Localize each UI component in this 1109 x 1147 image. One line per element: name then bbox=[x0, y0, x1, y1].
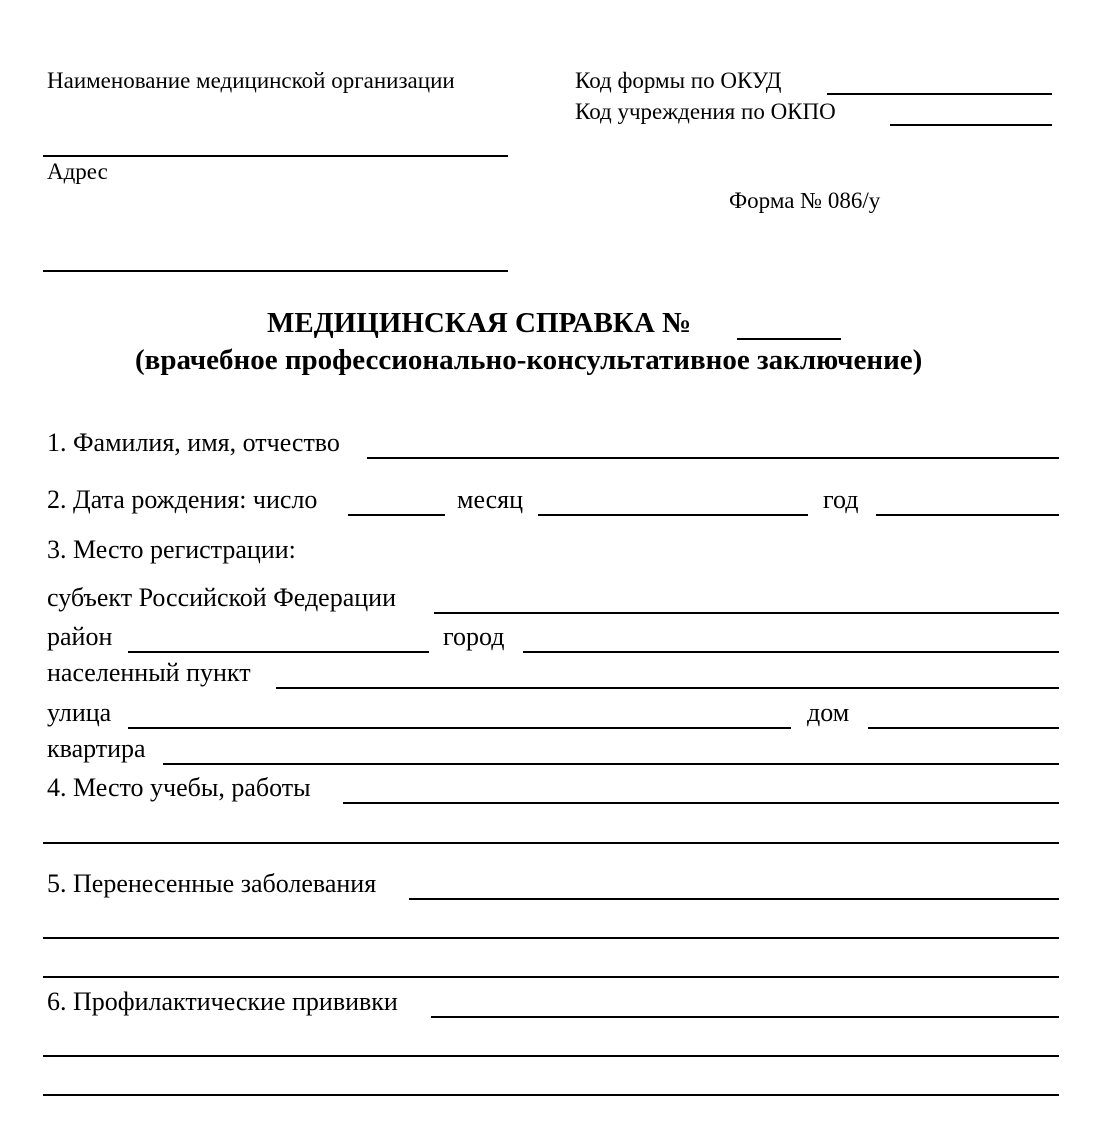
subject-label: субъект Российской Федерации bbox=[47, 583, 396, 612]
vaccinations-line-3[interactable] bbox=[43, 1094, 1059, 1096]
year-label: год bbox=[823, 485, 859, 514]
certificate-number-line[interactable] bbox=[737, 338, 841, 340]
birth-day-line[interactable] bbox=[348, 514, 445, 516]
okpo-label: Код учреждения по ОКПО bbox=[575, 99, 836, 124]
vaccinations-line-1[interactable] bbox=[431, 1016, 1059, 1018]
street-line[interactable] bbox=[128, 727, 791, 729]
street-label: улица bbox=[47, 698, 112, 727]
form-number: Форма № 086/у bbox=[729, 188, 881, 213]
diseases-line-3[interactable] bbox=[43, 976, 1059, 978]
full-name-line[interactable] bbox=[367, 457, 1059, 459]
diseases-line-1[interactable] bbox=[409, 898, 1059, 900]
workplace-line-1[interactable] bbox=[343, 802, 1059, 804]
month-label: месяц bbox=[457, 485, 524, 514]
apartment-line[interactable] bbox=[163, 763, 1059, 765]
document-subtitle: (врачебное профессионально-консультативное заключение) bbox=[135, 344, 923, 376]
city-label: город bbox=[443, 622, 505, 651]
district-label: район bbox=[47, 622, 113, 651]
okud-label: Код формы по ОКУД bbox=[575, 68, 782, 93]
workplace-label: 4. Место учебы, работы bbox=[47, 773, 311, 802]
vaccinations-line-2[interactable] bbox=[43, 1055, 1059, 1057]
document-title: МЕДИЦИНСКАЯ СПРАВКА № bbox=[267, 307, 692, 339]
settlement-label: населенный пункт bbox=[47, 658, 251, 687]
apartment-label: квартира bbox=[47, 734, 146, 763]
diseases-line-2[interactable] bbox=[43, 937, 1059, 939]
house-label: дом bbox=[807, 698, 850, 727]
okud-line[interactable] bbox=[827, 93, 1052, 95]
address-line[interactable] bbox=[43, 270, 508, 272]
subject-line[interactable] bbox=[434, 612, 1059, 614]
house-line[interactable] bbox=[868, 727, 1059, 729]
vaccinations-label: 6. Профилактические прививки bbox=[47, 987, 398, 1016]
okpo-line[interactable] bbox=[890, 124, 1052, 126]
settlement-line[interactable] bbox=[276, 687, 1059, 689]
org-name-label: Наименование медицинской организации bbox=[47, 68, 455, 93]
city-line[interactable] bbox=[523, 651, 1059, 653]
birth-month-line[interactable] bbox=[538, 514, 808, 516]
birth-date-label: 2. Дата рождения: число bbox=[47, 485, 318, 514]
birth-year-line[interactable] bbox=[876, 514, 1059, 516]
diseases-label: 5. Перенесенные заболевания bbox=[47, 869, 377, 898]
address-label: Адрес bbox=[47, 159, 108, 184]
workplace-line-2[interactable] bbox=[43, 842, 1059, 844]
org-name-line[interactable] bbox=[43, 155, 508, 157]
district-line[interactable] bbox=[128, 651, 429, 653]
registration-label: 3. Место регистрации: bbox=[47, 535, 296, 564]
full-name-label: 1. Фамилия, имя, отчество bbox=[47, 428, 340, 457]
